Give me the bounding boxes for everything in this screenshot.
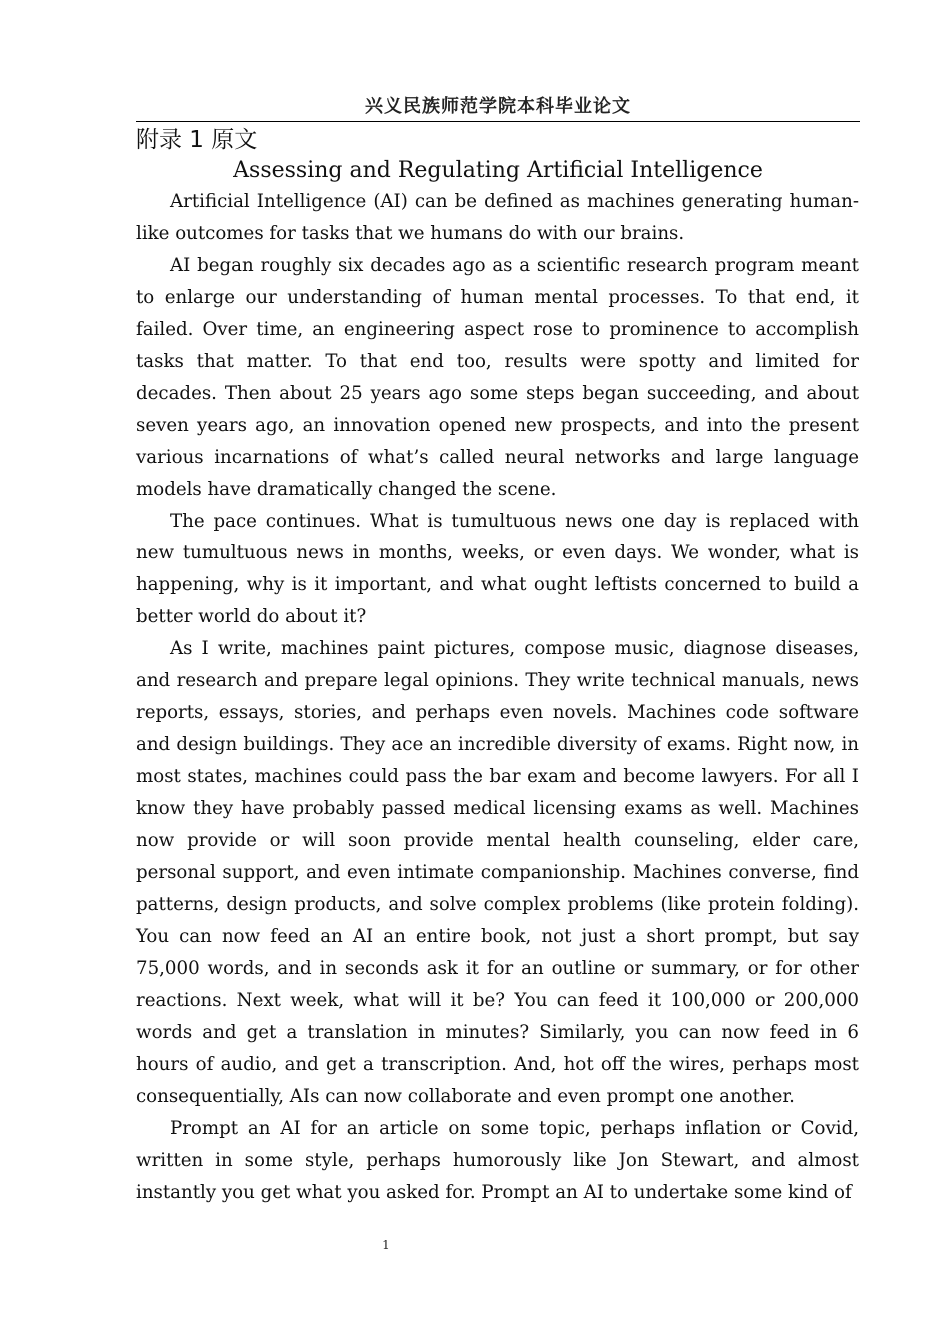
article-title: Assessing and Regulating Artificial Intelligence bbox=[233, 158, 763, 183]
paragraph: The pace continues. What is tumultuous news one day is replaced with new tumultuous news in months, weeks, or even days. We wonder, what is happening, why is it important, and what ought leftists concerned to build a better world do about it? bbox=[136, 510, 859, 628]
paragraph: Prompt an AI for an article on some topic, perhaps inflation or Covid, written in some style, perhaps humorously like Jon Stewart, and almost instantly you get what you asked for. Prompt an AI to undertake some kind of bbox=[136, 1117, 859, 1203]
header-rule bbox=[136, 121, 860, 122]
paragraph: Artificial Intelligence (AI) can be defined as machines generating human-like outcomes for tasks that we humans do with our brains. bbox=[136, 191, 859, 244]
paragraph: AI began roughly six decades ago as a scientific research program meant to enlarge our understanding of human mental processes. To that end, it failed. Over time, an engineering aspect rose to prominence to accomplish tasks that matter. To that end too, results were spotty and limited for decades. Then about 25 years ago some steps began succeeding, and about seven years ago, an innovation opened new prospects, and into the present various incarnations of what’s called neural networks and large language models have dramatically changed the scene. bbox=[136, 254, 859, 500]
running-header: 兴义民族师范学院本科毕业论文 bbox=[365, 96, 631, 117]
article-body bbox=[136, 186, 859, 1209]
paragraph: As I write, machines paint pictures, compose music, diagnose diseases, and research and prepare legal opinions. They write technical manuals, news reports, essays, stories, and perhaps even novels. Machines code software and design buildings. They ace an incredible diversity of exams. Right now, in most states, machines could pass the bar exam and become lawyers. For all I know they have probably passed medical licensing exams as well. Machines now provide or will soon provide mental health counseling, elder care, personal support, and even intimate companionship. Machines converse, find patterns, design products, and solve complex problems (like protein folding). You can now feed an AI an entire book, not just a short prompt, but say 75,000 words, and in seconds ask it for an outline or summary, or for other reactions. Next week, what will it be? You can feed it 100,000 or 200,000 words and get a translation in minutes? Similarly, you can now feed in 6 hours of audio, and get a transcription. And, hot off the wires, perhaps most consequentially, AIs can now collaborate and even prompt one another. bbox=[136, 638, 859, 1107]
page-number: 1 bbox=[382, 1238, 390, 1252]
appendix-heading: 附录 1 原文 bbox=[136, 127, 258, 153]
